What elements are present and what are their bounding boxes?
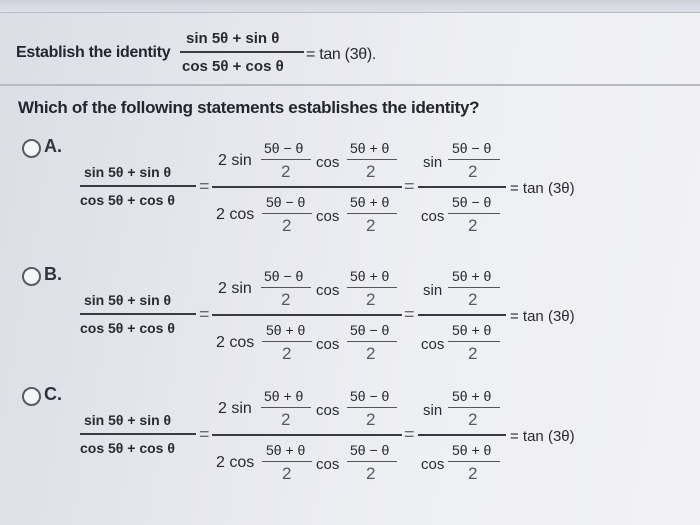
equals-sign: =	[404, 176, 415, 196]
mid-den-f2-bot: 2	[366, 216, 376, 235]
equals-sign: =	[404, 304, 415, 324]
mid-fraction-bar	[212, 314, 402, 316]
mid-num-f2-bar	[347, 407, 397, 408]
mid-num-f2-bot: 2	[366, 410, 376, 429]
mid-num-f2-top: 5θ + θ	[350, 140, 390, 156]
right-num-bot: 2	[468, 162, 478, 181]
divider	[0, 84, 700, 86]
right-num-bot: 2	[468, 290, 478, 309]
result: = tan (3θ)	[510, 308, 575, 325]
mid-num-f2-bar	[347, 159, 397, 160]
equals-sign: =	[404, 424, 415, 444]
right-den-bar	[448, 213, 500, 214]
mid-num-prefix: 2 sin	[218, 280, 252, 297]
mid-num-f1-bot: 2	[281, 162, 291, 181]
lhs-fraction-bar	[80, 313, 196, 315]
mid-den-f1-bot: 2	[282, 344, 292, 363]
mid-num-f1-bot: 2	[281, 290, 291, 309]
mid-num-f1-top: 5θ − θ	[264, 140, 304, 156]
intro-denominator: cos 5θ + cos θ	[182, 58, 284, 75]
right-den-bot: 2	[468, 216, 478, 235]
equals-sign: =	[199, 176, 210, 196]
equals-sign: =	[199, 304, 210, 324]
mid-den-f2-bot: 2	[366, 464, 376, 483]
option-label: C.	[44, 384, 62, 404]
right-den-bot: 2	[468, 344, 478, 363]
mid-den-f1-top: 5θ − θ	[266, 194, 306, 210]
mid-fraction-bar	[212, 434, 402, 436]
right-fraction-bar	[418, 434, 506, 436]
intro-fraction-bar	[180, 51, 304, 53]
mid-num-f2-top: 5θ + θ	[350, 268, 390, 284]
mid-den-f2-top: 5θ − θ	[350, 442, 390, 458]
mid-num-prefix: 2 sin	[218, 152, 252, 169]
mid-den-f1-bar	[262, 213, 312, 214]
right-den-top: 5θ + θ	[452, 322, 492, 338]
mid-den-f2-bar	[347, 461, 397, 462]
mid-den-prefix: 2 cos	[216, 454, 255, 471]
right-den-fn: cos	[421, 456, 445, 473]
option-radio[interactable]	[22, 267, 41, 286]
mid-num-mid: cos	[316, 282, 340, 299]
right-den-bar	[448, 461, 500, 462]
lhs-denominator: cos 5θ + cos θ	[80, 440, 175, 456]
mid-den-f2-bar	[347, 213, 397, 214]
mid-num-f2-bot: 2	[366, 290, 376, 309]
result: = tan (3θ)	[510, 428, 575, 445]
right-num-fn: sin	[423, 154, 443, 171]
mid-den-f1-top: 5θ + θ	[266, 442, 306, 458]
right-num-bot: 2	[468, 410, 478, 429]
mid-num-f2-bot: 2	[366, 162, 376, 181]
right-num-fn: sin	[423, 402, 443, 419]
right-num-top: 5θ − θ	[452, 140, 492, 156]
mid-den-f2-bar	[347, 341, 397, 342]
result: = tan (3θ)	[510, 180, 575, 197]
mid-den-f1-bar	[262, 461, 312, 462]
lhs-denominator: cos 5θ + cos θ	[80, 192, 175, 208]
top-border	[0, 0, 700, 13]
mid-den-mid: cos	[316, 456, 340, 473]
right-den-bar	[448, 341, 500, 342]
mid-num-f1-bar	[261, 287, 311, 288]
intro-rhs: = tan (3θ).	[306, 46, 377, 63]
mid-num-f1-top: 5θ − θ	[264, 268, 304, 284]
mid-fraction-bar	[212, 186, 402, 188]
mid-num-f1-top: 5θ + θ	[264, 388, 304, 404]
right-den-top: 5θ − θ	[452, 194, 492, 210]
lhs-numerator: sin 5θ + sin θ	[84, 292, 172, 308]
mid-den-f1-top: 5θ + θ	[266, 322, 306, 338]
right-fraction-bar	[418, 186, 506, 188]
intro-label: Establish the identity	[16, 44, 171, 61]
mid-den-f2-top: 5θ + θ	[350, 194, 390, 210]
mid-num-f2-bar	[347, 287, 397, 288]
lhs-numerator: sin 5θ + sin θ	[84, 412, 172, 428]
mid-num-prefix: 2 sin	[218, 400, 252, 417]
right-den-bot: 2	[468, 464, 478, 483]
mid-den-mid: cos	[316, 208, 340, 225]
right-num-top: 5θ + θ	[452, 268, 492, 284]
option-radio[interactable]	[22, 387, 41, 406]
lhs-denominator: cos 5θ + cos θ	[80, 320, 175, 336]
mid-num-f1-bot: 2	[281, 410, 291, 429]
mid-den-prefix: 2 cos	[216, 334, 255, 351]
mid-num-mid: cos	[316, 402, 340, 419]
option-radio[interactable]	[22, 139, 41, 158]
right-num-bar	[448, 287, 500, 288]
question-prompt: Which of the following statements establishes the identity?	[18, 98, 480, 117]
right-den-top: 5θ + θ	[452, 442, 492, 458]
mid-den-prefix: 2 cos	[216, 206, 255, 223]
right-num-top: 5θ + θ	[452, 388, 492, 404]
mid-den-f2-top: 5θ − θ	[350, 322, 390, 338]
mid-den-f2-bot: 2	[366, 344, 376, 363]
right-num-fn: sin	[423, 282, 443, 299]
intro-numerator: sin 5θ + sin θ	[186, 30, 280, 47]
mid-den-mid: cos	[316, 336, 340, 353]
mid-num-f2-top: 5θ − θ	[350, 388, 390, 404]
mid-den-f1-bot: 2	[282, 216, 292, 235]
right-den-fn: cos	[421, 336, 445, 353]
lhs-numerator: sin 5θ + sin θ	[84, 164, 172, 180]
mid-num-f1-bar	[261, 159, 311, 160]
right-fraction-bar	[418, 314, 506, 316]
equals-sign: =	[199, 424, 210, 444]
option-label: A.	[44, 136, 62, 156]
right-den-fn: cos	[421, 208, 445, 225]
mid-num-mid: cos	[316, 154, 340, 171]
right-num-bar	[448, 407, 500, 408]
option-label: B.	[44, 264, 62, 284]
mid-den-f1-bar	[262, 341, 312, 342]
lhs-fraction-bar	[80, 433, 196, 435]
mid-num-f1-bar	[261, 407, 311, 408]
right-num-bar	[448, 159, 500, 160]
lhs-fraction-bar	[80, 185, 196, 187]
mid-den-f1-bot: 2	[282, 464, 292, 483]
